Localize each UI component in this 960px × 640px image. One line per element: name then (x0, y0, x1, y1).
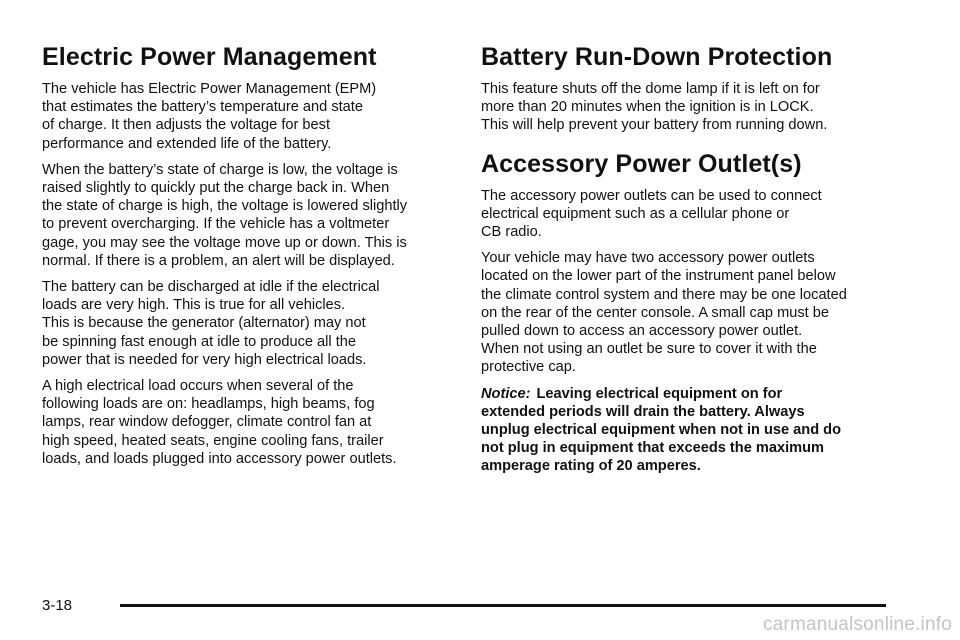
epm-paragraph-2: When the battery’s state of charge is low, the voltage is raised slightly to quickly put the charge back in. When the state of charge is high, the voltage is lowered slightly to prevent overcharging. If the vehicle has a voltmeter gage, you may see the voltage move up or down. This is normal. If there is a problem, an alert will be displayed. (42, 161, 408, 269)
notice-text: Leaving electrical equipment on for extended periods will drain the battery. Always unplug electrical equipment when not in use and do not plug in equipment that exceeds the maximum amperage rating of 20 amperes. (481, 385, 842, 475)
left-column (42, 42, 450, 476)
outlet-paragraph-2: Your vehicle may have two accessory power outlets located on the lower part of the instrument panel below the climate control system and there may be one located on the rear of the center console. A small cap must be pulled down to access an accessory power outlet. When not using an outlet be sure to cover it with the protective cap. (481, 250, 847, 376)
page-footer (42, 596, 886, 616)
epm-paragraph-3: The battery can be discharged at idle if the electrical loads are very high. This is true for all vehicles. This is because the generator (alternator) may not be spinning fast enough at idle to produce all the power that is needed for very high electrical loads. (42, 279, 380, 368)
section-heading-electric-power-management: Electric Power Management (42, 43, 377, 71)
watermark: carmanualsonline.info (762, 614, 952, 635)
notice-label: Notice: (481, 385, 531, 402)
battery-protection-paragraph: This feature shuts off the dome lamp if it is left on for more than 20 minutes when the ignition is in LOCK. This will help prevent your battery from running down. (481, 81, 828, 134)
epm-paragraph-1: The vehicle has Electric Power Management (EPM) that estimates the battery’s temperature and state of charge. It then adjusts the voltage for best performance and extended life of the battery. (42, 81, 377, 152)
right-column (481, 42, 899, 484)
page-number: 3-18 (42, 597, 73, 614)
section-heading-battery-run-down-protection: Battery Run-Down Protection (481, 43, 833, 71)
section-heading-accessory-power-outlets: Accessory Power Outlet(s) (481, 149, 802, 178)
epm-paragraph-4: A high electrical load occurs when several of the following loads are on: headlamps, high beams, fog lamps, rear window defogger, climate control fan at high speed, heated seats, engine cooling fans, trailer loads, and loads plugged into accessory power outlets. (42, 378, 397, 467)
notice-paragraph (481, 385, 899, 476)
outlet-paragraph-1: The accessory power outlets can be used to connect electrical equipment such as a cellular phone or CB radio. (481, 187, 822, 241)
footer-rule (120, 604, 886, 607)
